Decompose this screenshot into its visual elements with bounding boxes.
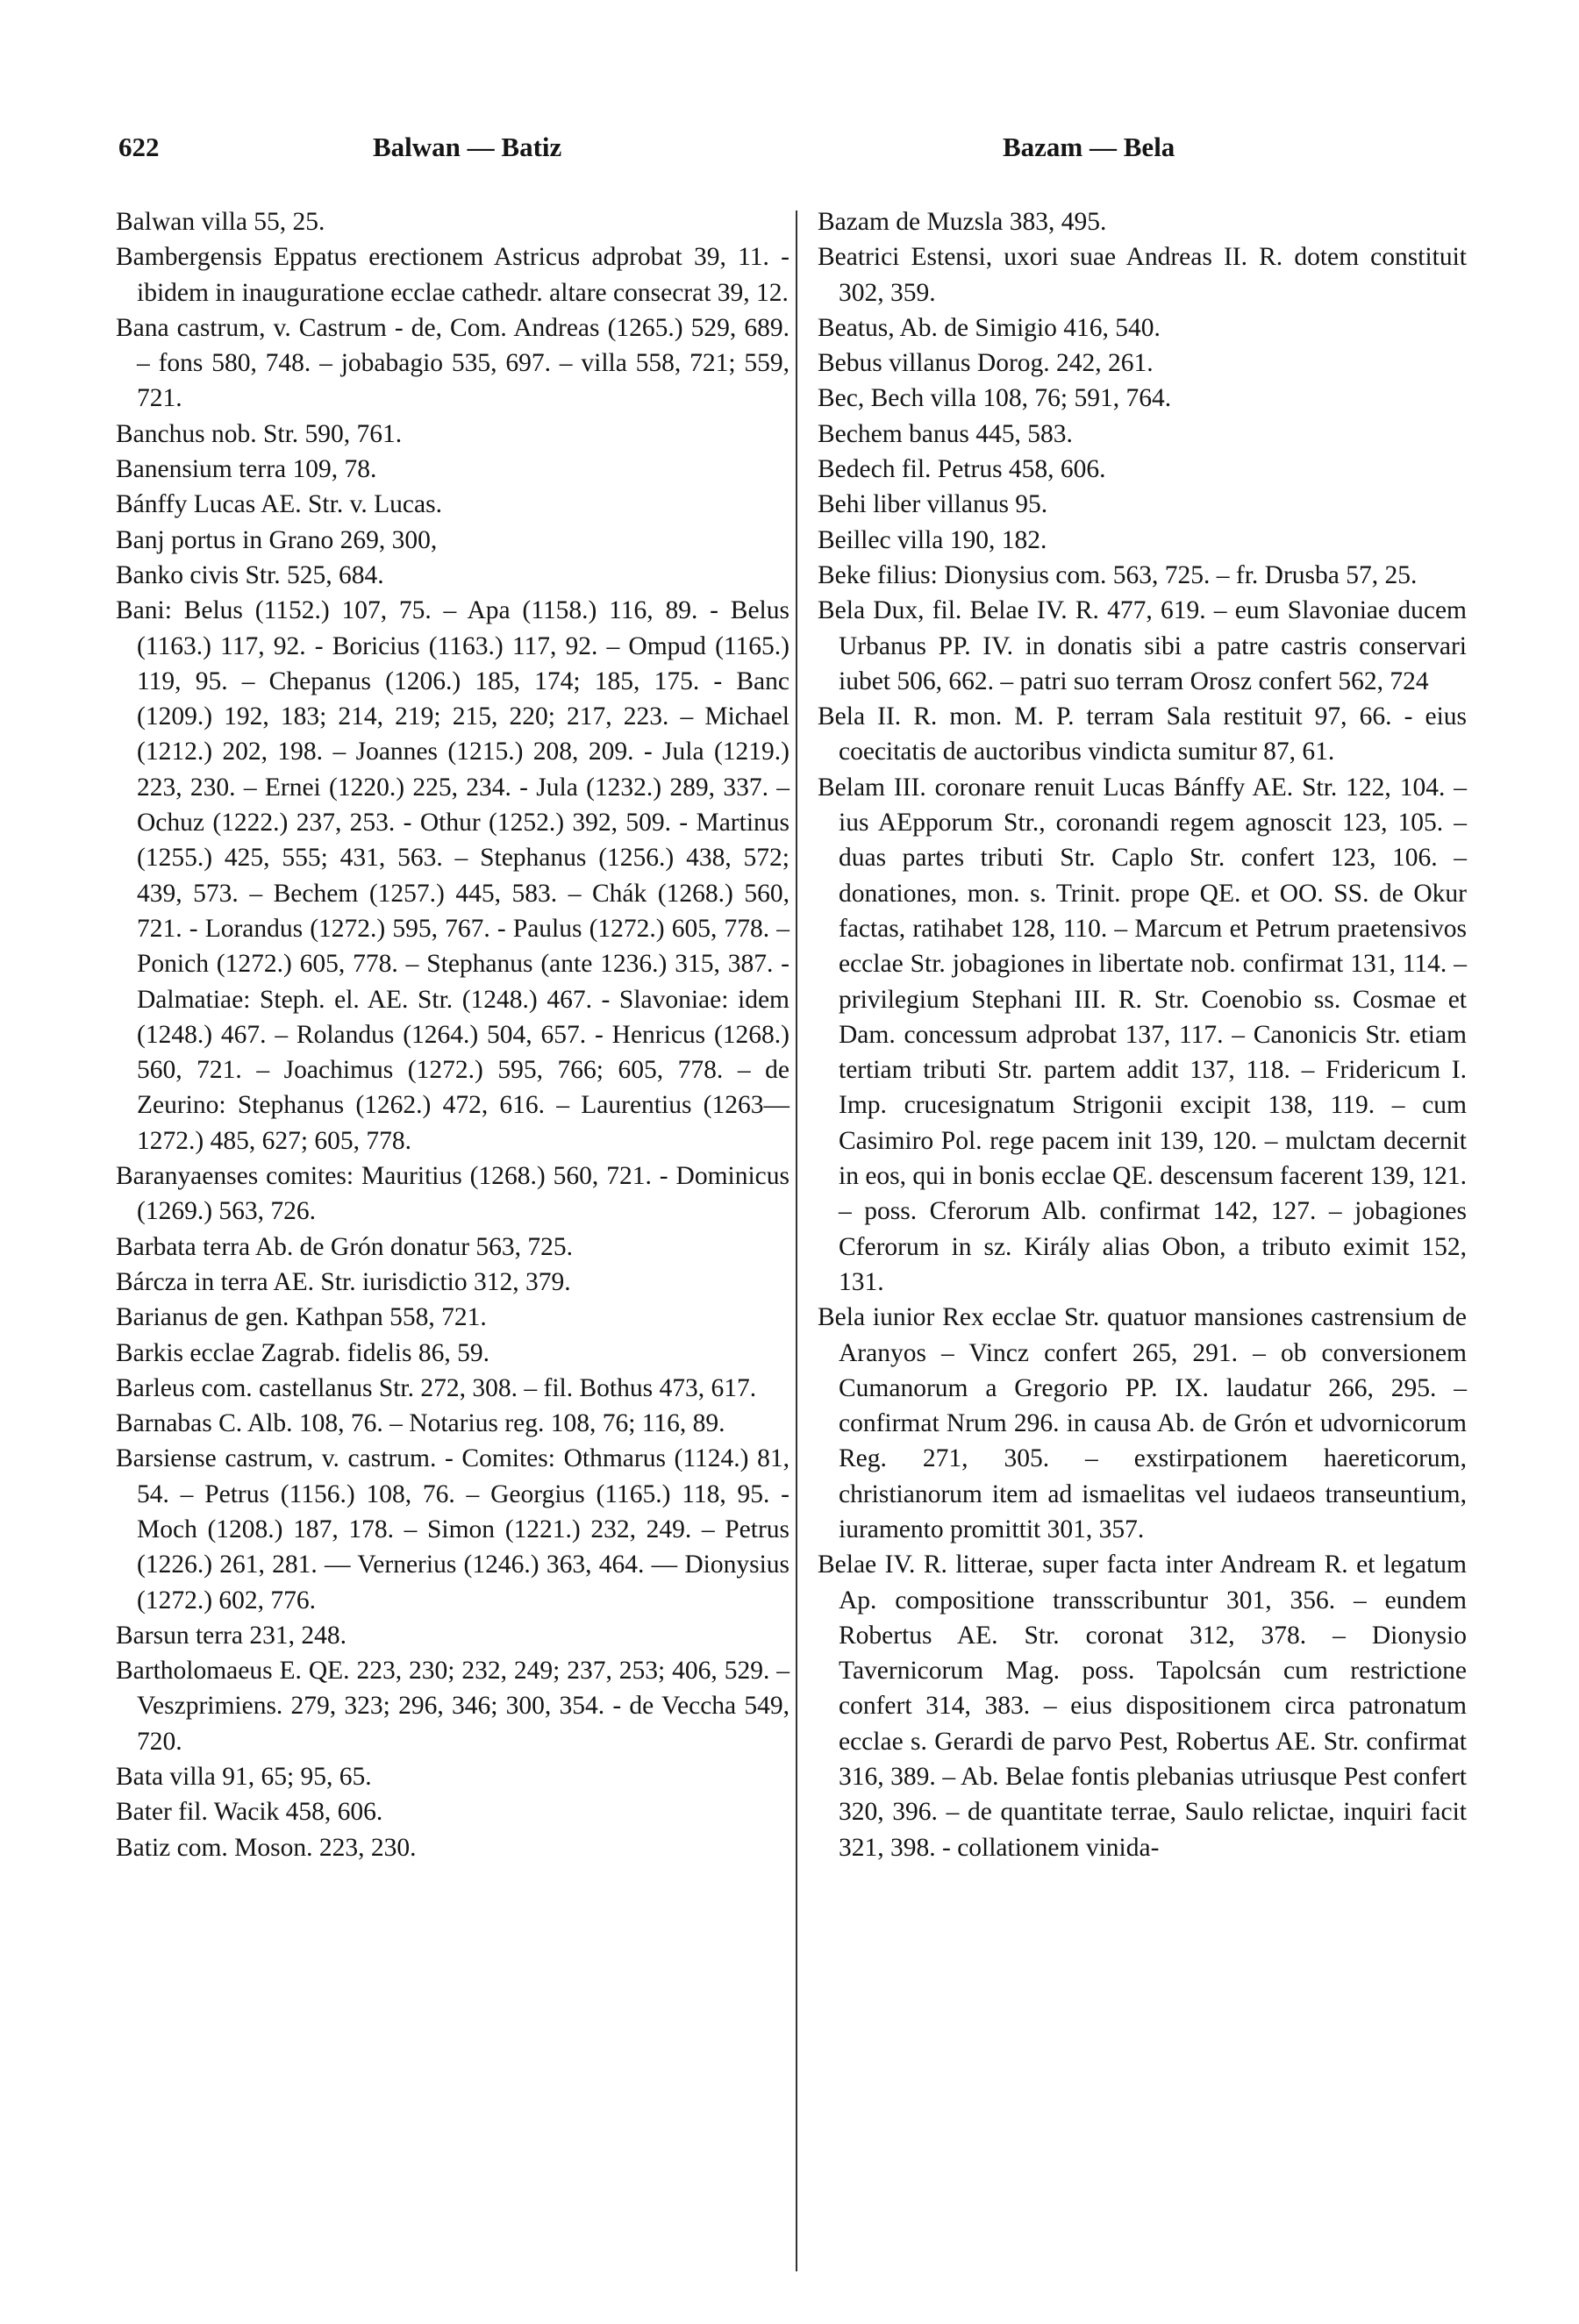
index-entry: Bechem banus 445, 583. xyxy=(818,419,1073,448)
index-entry: Batiz com. Moson. 223, 230. xyxy=(116,1833,417,1862)
index-entry: Barleus com. castellanus Str. 272, 308. – fil. Bothus 473, 617. xyxy=(116,1373,757,1402)
index-entry: Bedech fil. Petrus 458, 606. xyxy=(818,455,1106,484)
index-entry: Bater fil. Wacik 458, 606. xyxy=(116,1798,383,1827)
index-entry: Baranyaenses comites: Mauritius (1268.) 560, 721. - Dominicus (1269.) 563, 726. xyxy=(116,1162,790,1226)
header-left-range: Balwan — Batiz xyxy=(373,132,562,162)
running-header xyxy=(118,132,1232,175)
index-entry: Beke filius: Dionysius com. 563, 725. – fr. Drusba 57, 25. xyxy=(818,560,1418,589)
index-entry: Bambergensis Eppatus erectionem Astricus adprobat 39, 11. - ibidem in inauguratione ecclae cathedr. altare consecrat 39, 12. xyxy=(116,243,790,307)
index-entry: Bata villa 91, 65; 95, 65. xyxy=(116,1763,372,1792)
index-entry: Bela iunior Rex ecclae Str. quatuor mansiones castrensium de Aranyos – Vincz confert 265, 291. – ob conversionem Cumanorum a Gregorio PP. IX. laudatur 266, 295. – confirmat Nrum 296. in causa Ab. de Grón et udvornicorum Reg. 271, 305. – exstirpationem haereticorum, christianorum item ad ismaelitas vel iudaeos transeuntium, iuramento promittit 301, 357. xyxy=(818,1303,1467,1543)
index-entry: Beillec villa 190, 182. xyxy=(818,525,1047,554)
index-entry: Banensium terra 109, 78. xyxy=(116,455,377,484)
index-entry: Bana castrum, v. Castrum - de, Com. Andreas (1265.) 529, 689. – fons 580, 748. – jobabagio 535, 697. – villa 558, 721; 559, 721. xyxy=(116,313,790,413)
index-entry: Bánffy Lucas AE. Str. v. Lucas. xyxy=(116,490,442,519)
index-entry: Barkis ecclae Zagrab. fidelis 86, 59. xyxy=(116,1338,489,1367)
index-entry: Behi liber villanus 95. xyxy=(818,490,1048,519)
index-entry: Bazam de Muzsla 383, 495. xyxy=(818,208,1107,236)
left-column xyxy=(116,204,790,1865)
index-entry: Barsun terra 231, 248. xyxy=(116,1621,347,1650)
index-entry: Banj portus in Grano 269, 300, xyxy=(116,525,438,554)
index-entry: Belae IV. R. litterae, super facta inter Andream R. et legatum Ap. compositione transscribuntur 301, 356. – eundem Robertus AE. Str. coronat 312, 378. – Dionysio Tavernicorum Mag. poss. Tapolcsán cum restrictione confert 314, 383. – eius dispositionem circa patronatum ecclae s. Gerardi de parvo Pest, Robertus AE. Str. confirmat 316, 389. – Ab. Belae fontis plebanias utriusque Pest confert 320, 396. – de quantitate terrae, Saulo relictae, inquiri facit 321, 398. - collationem vinida- xyxy=(818,1551,1467,1862)
index-entry: Barsiense castrum, v. castrum. - Comites: Othmarus (1124.) 81, 54. – Petrus (1156.) 108, 76. – Georgius (1165.) 118, 95. - Moch (1208.) 187, 178. – Simon (1221.) 232, 249. – Petrus (1226.) 261, 281. — Vernerius (1246.) 363, 464. — Dionysius (1272.) 602, 776. xyxy=(116,1444,790,1615)
index-entry: Bárcza in terra AE. Str. iurisdictio 312, 379. xyxy=(116,1267,571,1296)
index-entry: Banchus nob. Str. 590, 761. xyxy=(116,419,403,448)
index-entry: Barbata terra Ab. de Grón donatur 563, 725. xyxy=(116,1232,574,1261)
index-entry: Barnabas C. Alb. 108, 76. – Notarius reg. 108, 76; 116, 89. xyxy=(116,1409,725,1438)
index-entry: Bec, Bech villa 108, 76; 591, 764. xyxy=(818,384,1172,413)
page-number: 622 xyxy=(118,132,160,162)
column-divider xyxy=(796,210,797,2271)
index-entry: Bani: Belus (1152.) 107, 75. – Apa (1158.) 116, 89. - Belus (1163.) 117, 92. - Boricius (1163.) 117, 92. – Ompud (1165.) 119, 95. – Chepanus (1206.) 185, 174; 185, 175. - Banc (1209.) 192, 183; 214, 219; 215, 220; 217, 223. – Michael (1212.) 202, 198. – Joannes (1215.) 208, 209. - Jula (1219.) 223, 230. – Ernei (1220.) 225, 234. - Jula (1232.) 289, 337. – Ochuz (1222.) 237, 253. - Othur (1252.) 392, 509. - Martinus (1255.) 425, 555; 431, 563. – Stephanus (1256.) 438, 572; 439, 573. – Bechem (1257.) 445, 583. – Chák (1268.) 560, 721. - Lorandus (1272.) 595, 767. - Paulus (1272.) 605, 778. – Ponich (1272.) 605, 778. – Stephanus (ante 1236.) 315, 387. - Dalmatiae: Steph. el. AE. Str. (1248.) 467. - Slavoniae: idem (1248.) 467. – Rolandus (1264.) 504, 657. - Henricus (1268.) 560, 721. – Joachimus (1272.) 595, 766; 605, 778. – de Zeurino: Stephanus (1262.) 472, 616. – Laurentius (1263—1272.) 485, 627; 605, 778. xyxy=(116,596,790,1155)
index-entry: Beatus, Ab. de Simigio 416, 540. xyxy=(818,313,1161,342)
index-entry: Bela Dux, fil. Belae IV. R. 477, 619. – eum Slavoniae ducem Urbanus PP. IV. in donatis sibi a patre castris conservari iubet 506, 662. – patri suo terram Orosz confert 562, 724 xyxy=(818,596,1467,695)
index-entry: Bartholomaeus E. QE. 223, 230; 232, 249; 237, 253; 406, 529. – Veszprimiens. 279, 323; 296, 346; 300, 354. - de Veccha 549, 720. xyxy=(116,1657,790,1756)
index-entry: Beatrici Estensi, uxori suae Andreas II. R. dotem constituit 302, 359. xyxy=(818,243,1467,307)
index-entry: Barianus de gen. Kathpan 558, 721. xyxy=(116,1303,487,1332)
right-column xyxy=(818,204,1467,1865)
index-entry: Banko civis Str. 525, 684. xyxy=(116,560,384,589)
header-right-range: Bazam — Bela xyxy=(1003,132,1175,162)
index-entry: Balwan villa 55, 25. xyxy=(116,208,325,236)
index-entry: Bebus villanus Dorog. 242, 261. xyxy=(818,349,1154,378)
index-entry: Bela II. R. mon. M. P. terram Sala restituit 97, 66. - eius coecitatis de auctoribus vindicta sumitur 87, 61. xyxy=(818,702,1467,766)
index-entry: Belam III. coronare renuit Lucas Bánffy AE. Str. 122, 104. – ius AEpporum Str., coronandi regem agnoscit 123, 105. – duas partes tributi Str. Caplo Str. confert 123, 106. – donationes, mon. s. Trinit. prope QE. et OO. SS. de Okur factas, ratihabet 128, 110. – Marcum et Petrum praetensivos ecclae Str. jobagiones in libertate nob. confirmat 131, 114. – privilegium Stephani III. R. Str. Coenobio ss. Cosmae et Dam. concessum adprobat 137, 117. – Canonicis Str. etiam tertiam tributi Str. partem addit 137, 118. – Fridericum I. Imp. crucesignatum Strigonii excipit 138, 119. – cum Casimiro Pol. rege pacem init 139, 120. – mulctam decernit in eos, qui in bonis ecclae QE. descensum facerent 139, 121. – poss. Cferorum Alb. confirmat 142, 127. – jobagiones Cferorum in sz. Király alias Obon, a tributo eximit 152, 131. xyxy=(818,773,1467,1296)
